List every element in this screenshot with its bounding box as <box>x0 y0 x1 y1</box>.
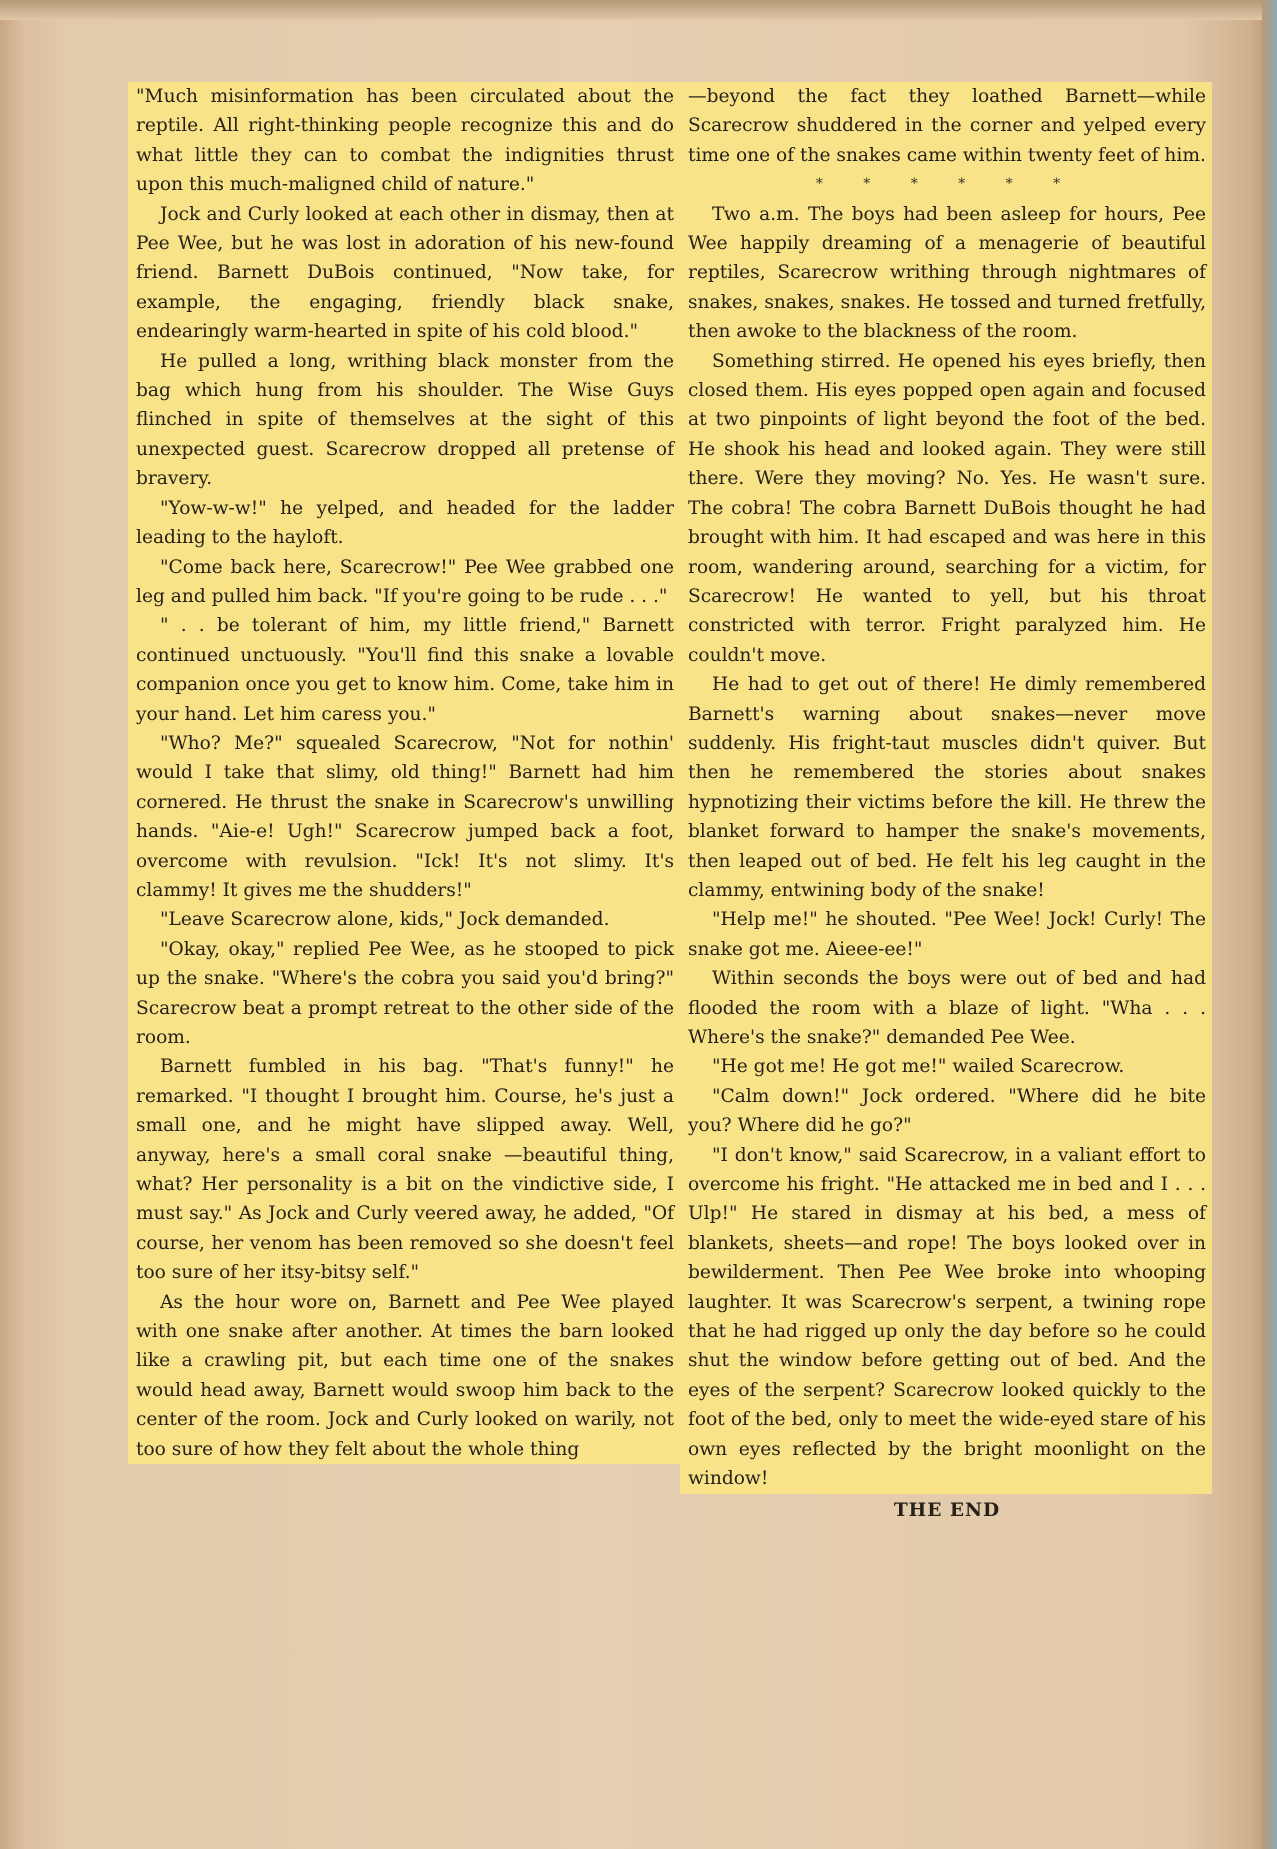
page-top-edge <box>0 0 1277 20</box>
left-text-column <box>128 82 680 1702</box>
right-text-column <box>680 82 1212 1702</box>
paragraph: "Okay, okay," replied Pee Wee, as he stooped to pick up the snake. "Where's the cobra you said you'd bring?" Scarecrow beat a prompt retreat to the other side of the room. <box>128 935 680 1053</box>
paragraph: Something stirred. He opened his eyes briefly, then closed them. His eyes popped open again and focused at two pinpoints of light beyond the foot of the bed. He shook his head and looked again. They were still there. Were they moving? No. Yes. He wasn't sure. The cobra! The cobra Barnett DuBois thought he had brought with him. It had escaped and was here in this room, wandering around, searching for a victim, for Scarecrow! He wanted to yell, but his throat constricted with terror. Fright paralyzed him. He couldn't move. <box>680 347 1212 670</box>
paragraph: "Yow-w-w!" he yelped, and headed for the ladder leading to the hayloft. <box>128 494 680 553</box>
page-right-edge <box>1262 0 1277 1849</box>
paragraph: "Help me!" he shouted. "Pee Wee! Jock! Curly! The snake got me. Aieee-ee!" <box>680 905 1212 964</box>
paragraph: Two a.m. The boys had been asleep for hours, Pee Wee happily dreaming of a menagerie of beautiful reptiles, Scarecrow writhing through nightmares of snakes, snakes, snakes. He tossed and turned fretfully, then awoke to the blackness of the room. <box>680 200 1212 347</box>
paragraph: "Come back here, Scarecrow!" Pee Wee grabbed one leg and pulled him back. "If you're going to be rude . . ." <box>128 553 680 612</box>
paragraph: "Who? Me?" squealed Scarecrow, "Not for nothin' would I take that slimy, old thing!" Barnett had him cornered. He thrust the snake in Scarecrow's unwilling hands. "Aie-e! Ugh!" Scarecrow jumped back a foot, overcome with revulsion. "Ick! It's not slimy. It's clammy! It gives me the shudders!" <box>128 729 680 905</box>
the-end-label: THE END <box>893 1499 1001 1521</box>
paragraph: Barnett fumbled in his bag. "That's funny!" he remarked. "I thought I brought him. Course, he's just a small one, and he might have slipped away. Well, anyway, here's a small coral snake —beautiful thing, what? Her personality is a bit on the vindictive side, I must say." As Jock and Curly veered away, he added, "Of course, her venom has been removed so she doesn't feel too sure of her itsy-bitsy self." <box>128 1052 680 1287</box>
section-separator: * * * * * * <box>680 170 1212 199</box>
paragraph: He had to get out of there! He dimly remembered Barnett's warning about snakes—never move suddenly. His fright-taut muscles didn't quiver. But then he remembered the stories about snakes hypnotizing their victims before the kill. He threw the blanket forward to hamper the snake's movements, then leaped out of bed. He felt his leg caught in the clammy, entwining body of the snake! <box>680 670 1212 905</box>
paragraph: —beyond the fact they loathed Barnett—while Scarecrow shuddered in the corner and yelped every time one of the snakes came within twenty feet of him. <box>680 82 1212 170</box>
paragraph: Jock and Curly looked at each other in dismay, then at Pee Wee, but he was lost in adoration of his new-found friend. Barnett DuBois continued, "Now take, for example, the engaging, friendly black snake, endearingly warm-hearted in spite of his cold blood." <box>128 200 680 347</box>
paragraph: "He got me! He got me!" wailed Scarecrow. <box>680 1052 1212 1081</box>
paragraph: As the hour wore on, Barnett and Pee Wee played with one snake after another. At times the barn looked like a crawling pit, but each time one of the snakes would head away, Barnett would swoop him back to the center of the room. Jock and Curly looked on warily, not too sure of how they felt about the whole thing <box>128 1288 680 1464</box>
paragraph: "Calm down!" Jock ordered. "Where did he bite you? Where did he go?" <box>680 1082 1212 1141</box>
paragraph: He pulled a long, writhing black monster from the bag which hung from his shoulder. The Wise Guys flinched in spite of themselves at the sight of this unexpected guest. Scarecrow dropped all pretense of bravery. <box>128 347 680 494</box>
paragraph: " . . be tolerant of him, my little friend," Barnett continued unctuously. "You'll find this snake a lovable companion once you get to know him. Come, take him in your hand. Let him caress you." <box>128 611 680 729</box>
paragraph: "Leave Scarecrow alone, kids," Jock demanded. <box>128 905 680 934</box>
paragraph: "I don't know," said Scarecrow, in a valiant effort to overcome his fright. "He attacked me in bed and I . . . Ulp!" He stared in dismay at his bed, a mess of blankets, sheets—and rope! The boys looked over in bewilderment. Then Pee Wee broke into whooping laughter. It was Scarecrow's serpent, a twining rope that he had rigged up only the day before so he could shut the window before getting out of bed. And the eyes of the serpent? Scarecrow looked quickly to the foot of the bed, only to meet the wide-eyed stare of his own eyes reflected by the bright moonlight on the window! <box>680 1141 1212 1494</box>
paragraph: Within seconds the boys were out of bed and had flooded the room with a blaze of light. "Wha . . . Where's the snake?" demanded Pee Wee. <box>680 964 1212 1052</box>
paragraph: "Much misinformation has been circulated about the reptile. All right-thinking people recognize this and do what little they can to combat the indignities thrust upon this much-maligned child of nature." <box>128 82 680 200</box>
